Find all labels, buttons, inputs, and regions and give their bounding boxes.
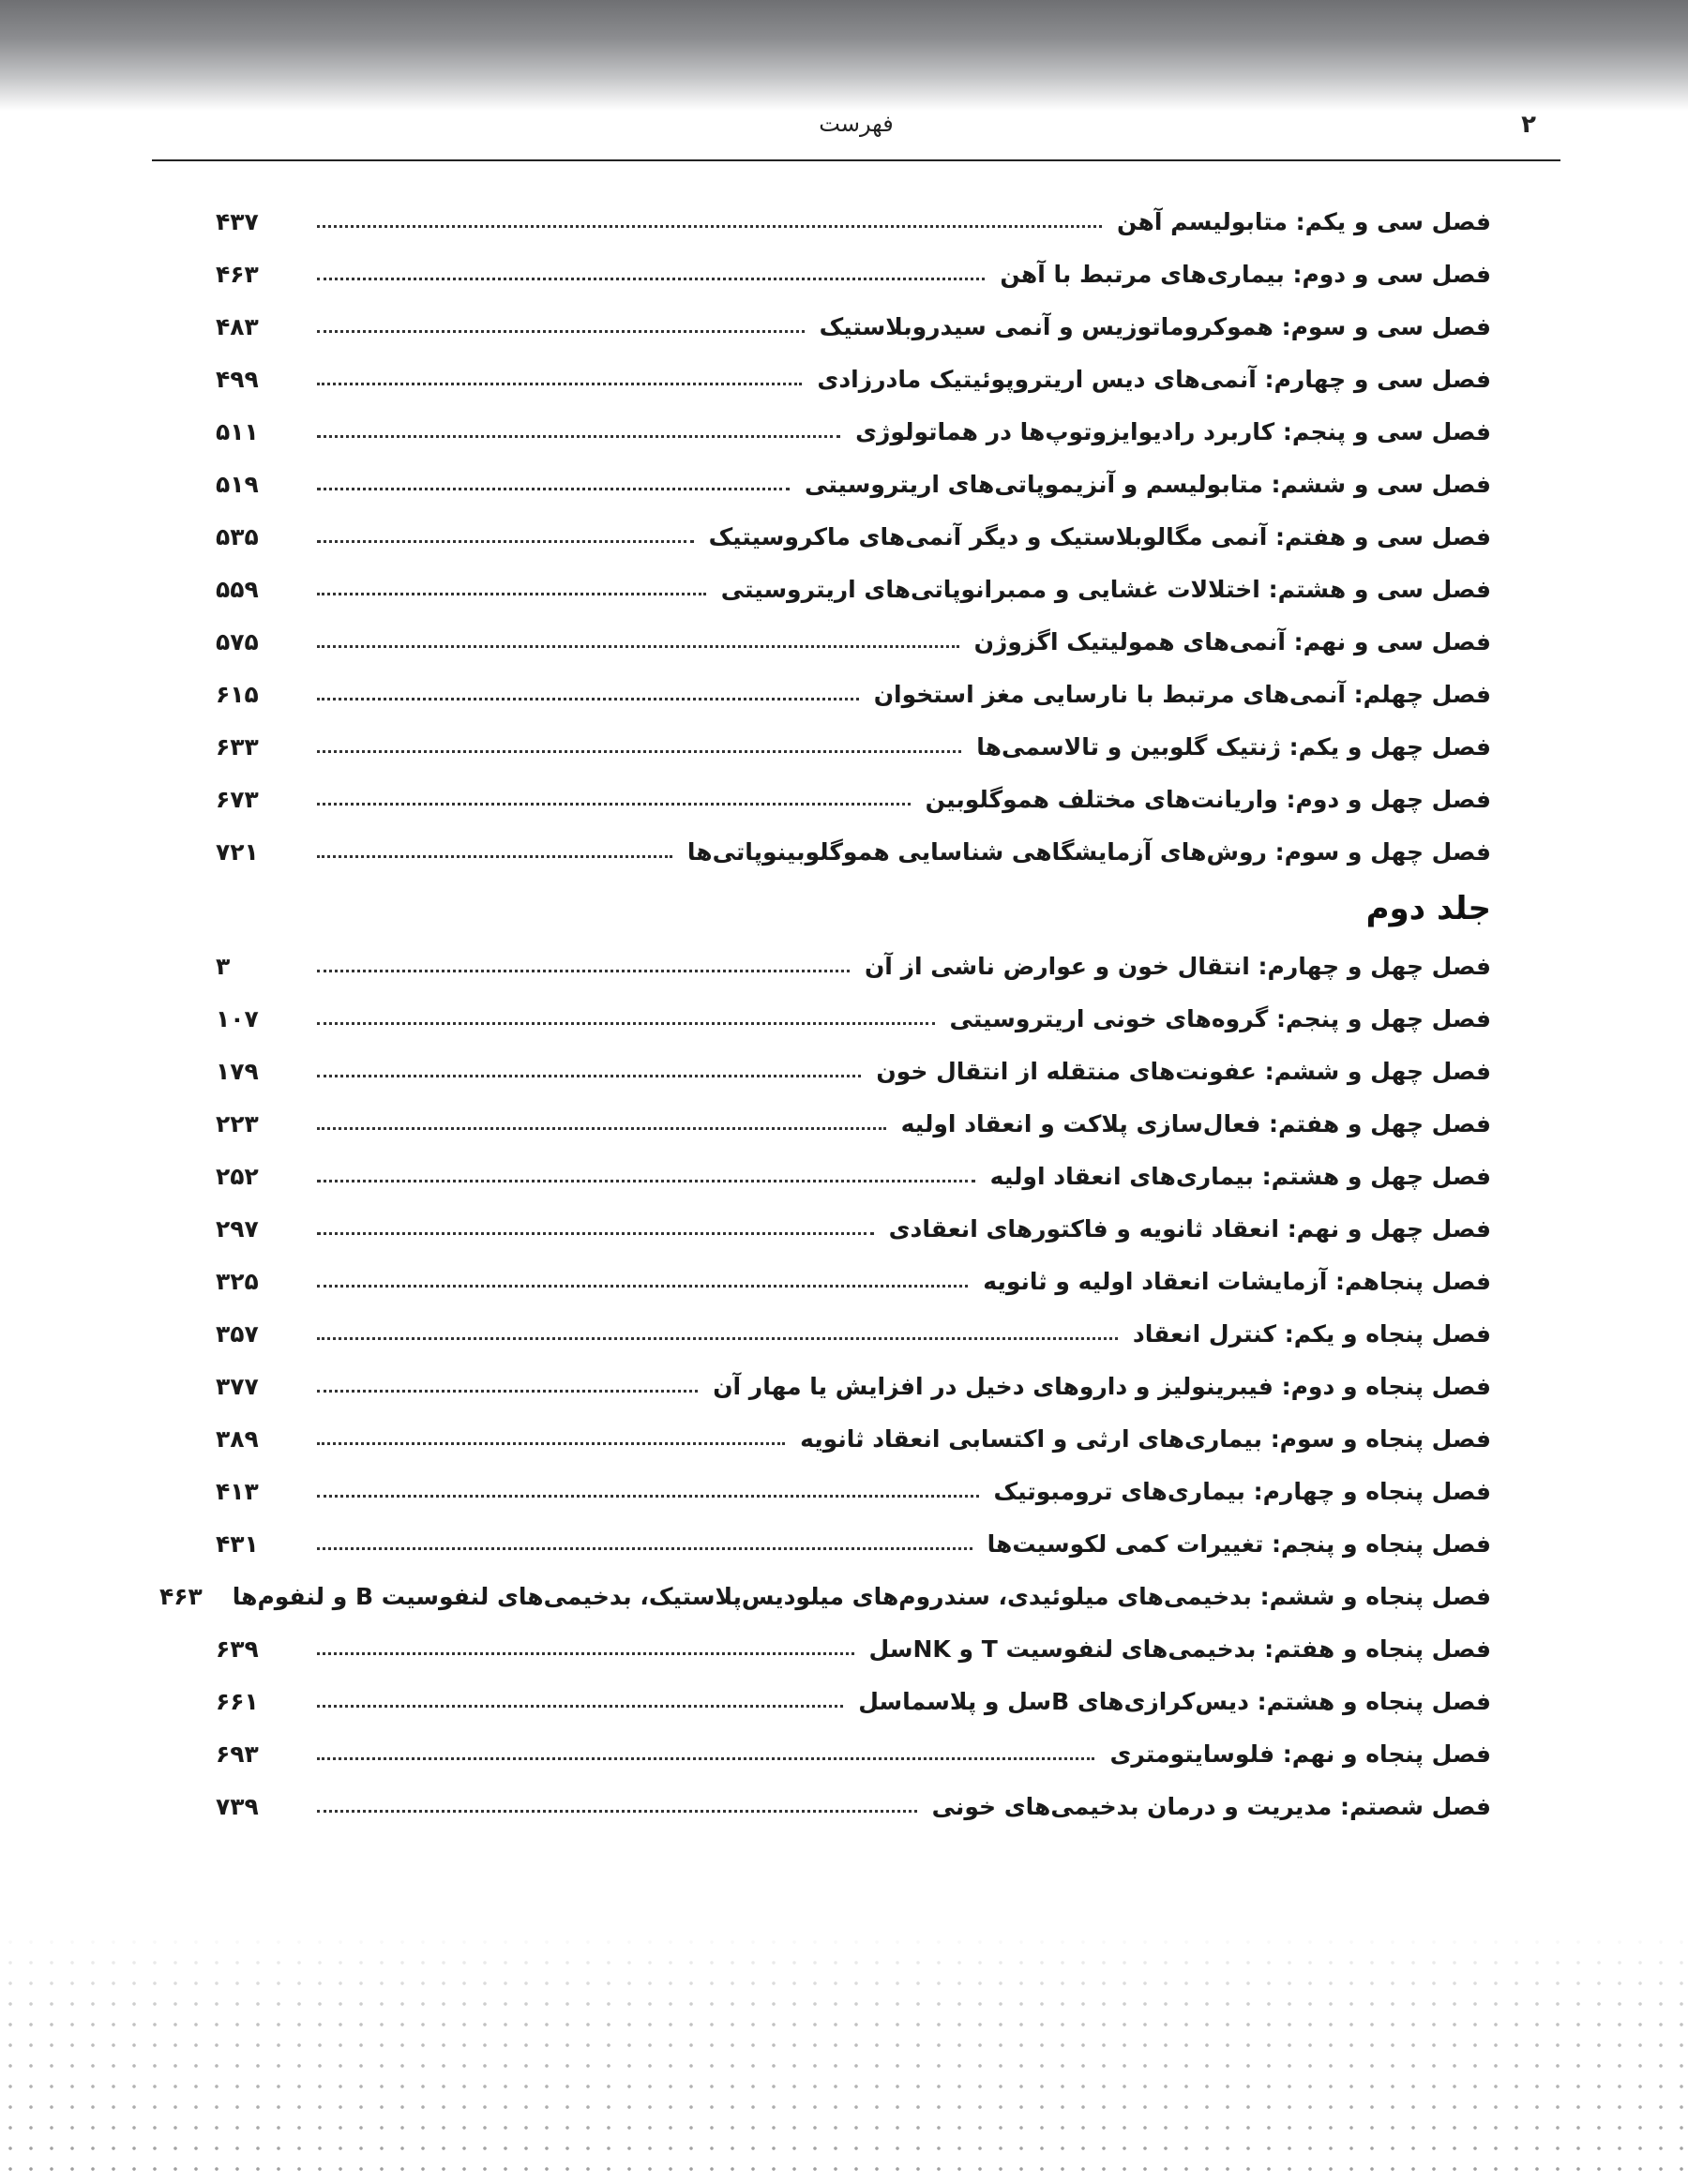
header-title: فهرست <box>819 111 894 137</box>
volume1-list <box>216 195 1491 878</box>
toc-entry-page: ۴۶۳ <box>216 260 259 288</box>
toc-entry[interactable] <box>216 1255 1491 1307</box>
dot-leader <box>317 698 859 700</box>
toc-entry-page: ۵۷۵ <box>216 627 259 655</box>
toc-entry-title: فصل سی و یکم: متابولیسم آهن <box>1117 207 1491 235</box>
toc-entry-title: فصل پنجاهم: آزمایشات انعقاد اولیه و ثانویه <box>983 1267 1491 1295</box>
toc-entry[interactable] <box>216 353 1491 405</box>
dot-leader <box>317 1495 979 1498</box>
toc-entry-title: فصل پنجاه و دوم: فیبرینولیز و داروهای دخیل در افزایش یا مهار آن <box>713 1372 1491 1400</box>
toc-entry[interactable] <box>216 720 1491 773</box>
toc-entry-title: فصل سی و چهارم: آنمی‌های دیس اریتروپوئیتیک مادرزادی <box>817 365 1491 393</box>
toc-entry-title: فصل سی و دوم: بیماری‌های مرتبط با آهن <box>1000 260 1491 288</box>
toc-entry[interactable] <box>216 458 1491 510</box>
toc-entry-title: فصل چهل و نهم: انعقاد ثانویه و فاکتورهای انعقادی <box>888 1214 1491 1243</box>
toc-entry[interactable] <box>216 668 1491 720</box>
dot-leader <box>317 645 959 648</box>
toc-entry-page: ۴۳۷ <box>216 207 259 235</box>
toc-entry[interactable] <box>216 1675 1491 1727</box>
toc-entry-page: ۶۹۳ <box>216 1740 259 1768</box>
volume2-list <box>158 940 1491 1832</box>
dot-leader <box>317 1705 843 1708</box>
dot-leader <box>317 1757 1094 1760</box>
toc-entry-page: ۶۱۵ <box>216 680 259 708</box>
toc-entry-page: ۴۳۱ <box>216 1529 259 1558</box>
toc-entry-title: فصل پنجاه و سوم: بیماری‌های ارثی و اکتسابی انعقاد ثانویه <box>800 1424 1491 1453</box>
toc-entry[interactable] <box>216 1780 1491 1832</box>
toc-entry-page: ۴۹۹ <box>216 365 259 393</box>
toc-entry[interactable] <box>216 195 1491 248</box>
toc-entry-title: فصل سی و هفتم: آنمی مگالوبلاستیک و دیگر آنمی‌های ماکروسیتیک <box>708 522 1491 550</box>
toc-entry-title: فصل چهل و هفتم: فعال‌سازی پلاکت و انعقاد اولیه <box>900 1109 1491 1137</box>
toc-entry-page: ۵۵۹ <box>216 575 259 603</box>
toc-entry[interactable] <box>216 615 1491 668</box>
toc-entry-title: فصل سی و هشتم: اختلالات غشایی و ممبرانوپاتی‌های اریتروسیتی <box>720 575 1491 603</box>
table-of-contents <box>158 195 1491 1832</box>
toc-entry-page: ۷۲۱ <box>216 837 259 866</box>
dot-leader <box>317 330 805 333</box>
dot-leader <box>317 278 985 280</box>
dot-leader <box>317 1810 917 1813</box>
toc-entry-title: فصل پنجاه و هفتم: بدخیمی‌های لنفوسیت T و NKسل <box>868 1634 1491 1663</box>
dot-leader <box>317 855 672 858</box>
toc-entry-page: ۵۱۱ <box>216 417 259 445</box>
toc-entry-title: فصل سی و پنجم: کاربرد رادیوایزوتوپ‌ها در هماتولوژی <box>855 417 1491 445</box>
dot-leader <box>317 540 694 543</box>
toc-entry-page: ۲۵۲ <box>216 1162 259 1190</box>
toc-entry-page: ۳۷۷ <box>216 1372 259 1400</box>
toc-entry-title: فصل چهل و دوم: واریانت‌های مختلف هموگلوبین <box>925 785 1491 813</box>
dot-leader <box>317 1180 975 1182</box>
toc-entry-page: ۶۳۹ <box>216 1634 259 1663</box>
volume2-heading: جلد دوم <box>1365 890 1491 927</box>
toc-entry-page: ۱۰۷ <box>216 1004 259 1032</box>
toc-entry[interactable] <box>216 992 1491 1045</box>
dot-leader <box>317 1547 972 1550</box>
toc-entry-page: ۷۳۹ <box>216 1792 259 1820</box>
toc-entry-title: فصل چهل و پنجم: گروه‌های خونی اریتروسیتی <box>949 1004 1491 1032</box>
decorative-dot-pattern <box>0 1932 1688 2184</box>
dot-leader <box>317 1652 854 1655</box>
toc-entry-page: ۶۶۱ <box>216 1687 259 1715</box>
toc-entry-page: ۵۳۵ <box>216 522 259 550</box>
dot-leader <box>317 593 706 595</box>
toc-entry[interactable] <box>216 1622 1491 1675</box>
dot-leader <box>317 970 850 972</box>
toc-entry[interactable] <box>216 1727 1491 1780</box>
toc-entry[interactable] <box>216 940 1491 992</box>
toc-entry[interactable] <box>216 1465 1491 1517</box>
dot-leader <box>317 383 802 385</box>
toc-entry-title: فصل چهل و ششم: عفونت‌های منتقله از انتقال خون <box>876 1057 1491 1085</box>
toc-entry-title: فصل چهل و چهارم: انتقال خون و عوارض ناشی از آن <box>864 952 1491 980</box>
toc-entry-page: ۲۹۷ <box>216 1214 259 1243</box>
toc-entry-page: ۶۷۳ <box>216 785 259 813</box>
toc-entry-title: فصل پنجاه و چهارم: بیماری‌های ترومبوتیک <box>993 1477 1491 1505</box>
dot-leader <box>317 1390 698 1393</box>
page-number: ۲ <box>1521 111 1536 139</box>
toc-entry-title: فصل چهل و هشتم: بیماری‌های انعقاد اولیه <box>989 1162 1491 1190</box>
toc-entry-title: فصل شصتم: مدیریت و درمان بدخیمی‌های خونی <box>931 1792 1491 1820</box>
dot-leader <box>317 1127 886 1130</box>
toc-entry[interactable] <box>216 773 1491 825</box>
toc-entry[interactable] <box>216 1150 1491 1202</box>
toc-entry-page: ۳ <box>216 952 231 980</box>
toc-entry-page: ۴۶۳ <box>158 1582 203 1610</box>
toc-entry[interactable] <box>158 1570 1491 1622</box>
toc-entry[interactable] <box>216 1517 1491 1570</box>
dot-leader <box>317 1075 861 1077</box>
top-gradient-band <box>0 0 1688 111</box>
dot-leader <box>317 1337 1118 1340</box>
toc-entry-title: فصل سی و ششم: متابولیسم و آنزیموپاتی‌های اریتروسیتی <box>805 470 1491 498</box>
toc-entry[interactable] <box>216 510 1491 563</box>
toc-entry-title: فصل سی و سوم: هموکروماتوزیس و آنمی سیدروبلاستیک <box>819 312 1491 340</box>
dot-leader <box>317 1442 785 1445</box>
toc-entry-title: فصل چهلم: آنمی‌های مرتبط با نارسایی مغز استخوان <box>873 680 1491 708</box>
toc-entry-page: ۱۷۹ <box>216 1057 259 1085</box>
toc-entry-title: فصل سی و نهم: آنمی‌های همولیتیک اگزوژن <box>973 627 1491 655</box>
toc-entry[interactable] <box>216 1307 1491 1360</box>
toc-entry-title: فصل پنجاه و پنجم: تغییرات کمی لکوسیت‌ها <box>987 1529 1491 1558</box>
toc-entry[interactable] <box>216 825 1491 878</box>
toc-entry[interactable] <box>216 1045 1491 1097</box>
toc-entry-title: فصل پنجاه و ششم: بدخیمی‌های میلوئیدی، سندروم‌های میلودیس‌پلاستیک، بدخیمی‌های لنفوسیت B و لنفوم‌ها <box>232 1582 1491 1610</box>
toc-entry-title: فصل پنجاه و یکم: کنترل انعقاد <box>1132 1319 1491 1348</box>
dot-leader <box>317 1285 968 1288</box>
toc-entry[interactable] <box>216 1360 1491 1412</box>
dot-leader <box>317 488 790 490</box>
dot-leader <box>317 1022 935 1025</box>
dot-leader <box>317 803 911 806</box>
toc-entry-title: فصل چهل و سوم: روش‌های آزمایشگاهی شناسایی هموگلوبینوپاتی‌ها <box>686 837 1491 866</box>
toc-entry-title: فصل چهل و یکم: ژنتیک گلوبین و تالاسمی‌ها <box>976 732 1491 761</box>
toc-entry[interactable] <box>216 300 1491 353</box>
toc-entry[interactable] <box>216 1202 1491 1255</box>
toc-entry-page: ۴۸۳ <box>216 312 259 340</box>
toc-entry-page: ۲۲۳ <box>216 1109 259 1137</box>
toc-entry-page: ۳۸۹ <box>216 1424 259 1453</box>
toc-entry[interactable] <box>216 1097 1491 1150</box>
dot-leader <box>317 435 840 438</box>
toc-entry-page: ۴۱۳ <box>216 1477 259 1505</box>
toc-entry[interactable] <box>216 1412 1491 1465</box>
dot-leader <box>317 750 961 753</box>
dot-leader <box>317 225 1102 228</box>
page-header <box>152 105 1560 161</box>
toc-entry[interactable] <box>216 405 1491 458</box>
toc-entry-page: ۵۱۹ <box>216 470 259 498</box>
toc-entry-page: ۳۵۷ <box>216 1319 259 1348</box>
toc-entry-title: فصل پنجاه و هشتم: دیس‌کرازی‌های Bسل و پلاسماسل <box>858 1687 1491 1715</box>
dot-leader <box>317 1232 874 1235</box>
toc-entry-page: ۶۳۳ <box>216 732 259 761</box>
toc-entry[interactable] <box>216 563 1491 615</box>
toc-entry-title: فصل پنجاه و نهم: فلوسایتومتری <box>1109 1740 1491 1768</box>
toc-entry[interactable] <box>216 248 1491 300</box>
toc-entry-page: ۳۲۵ <box>216 1267 259 1295</box>
